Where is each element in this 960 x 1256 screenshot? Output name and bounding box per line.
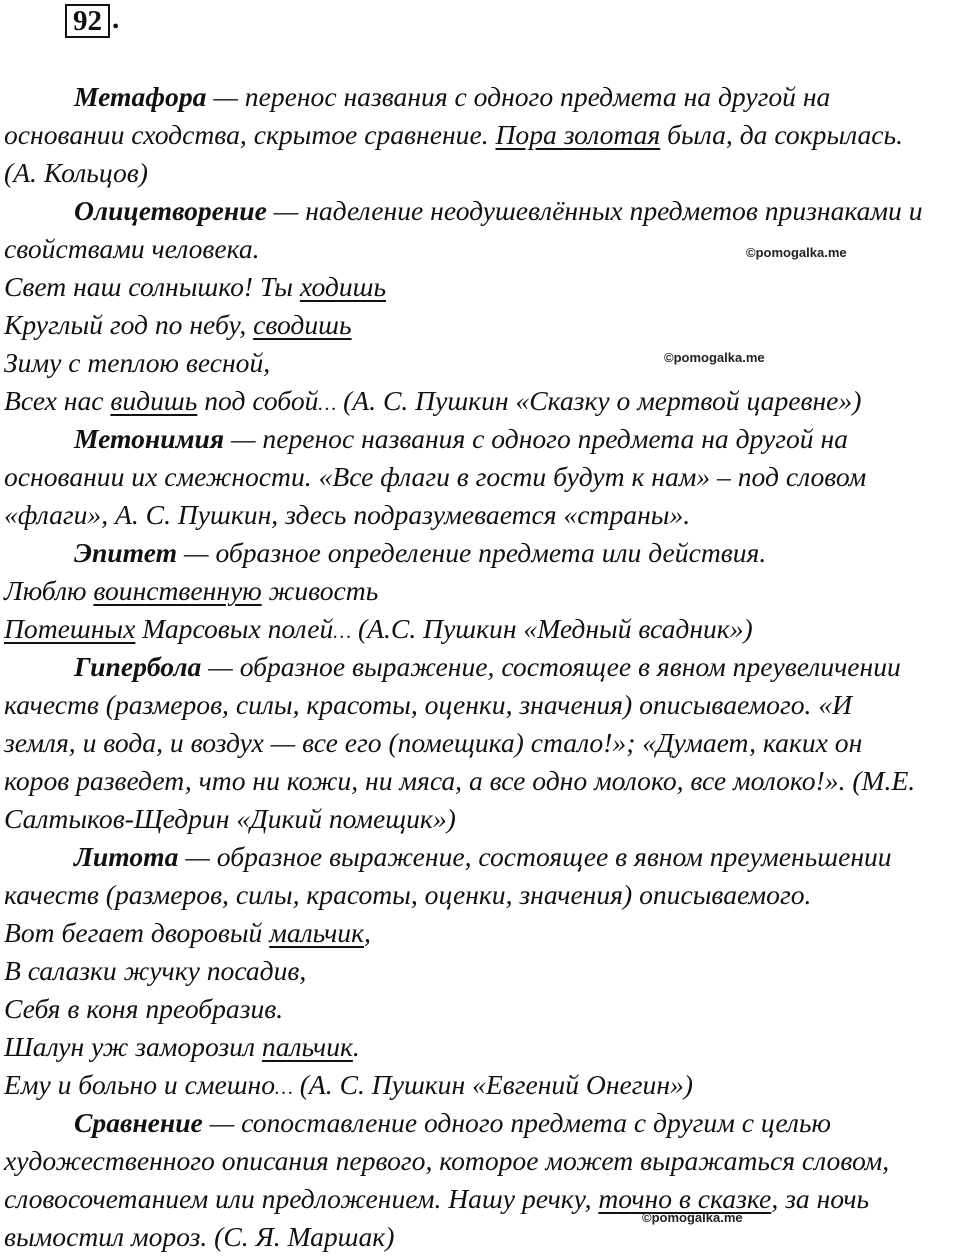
exercise-number-dot: .	[112, 3, 120, 35]
poem-line: Шалун уж заморозил пальчик.	[4, 1031, 360, 1062]
poem-line: Ему и больно и смешно… (А. С. Пушкин «Евгений Онегин»)	[4, 1069, 693, 1100]
term-hyperbole: Гипербола	[74, 651, 202, 682]
term-simile: Сравнение	[74, 1107, 203, 1138]
term-litotes: Литота	[74, 841, 179, 872]
metonymy-line-3: «флаги», А. С. Пушкин, здесь подразумевается «страны».	[4, 499, 691, 530]
simile-line-3: словосочетанием или предложением. Нашу речку, точно в сказке, за ночь	[4, 1183, 870, 1214]
simile-line-4: вымостил мороз. (С. Я. Маршак)	[4, 1221, 395, 1252]
simile-line-2: художественного описания первого, которое может выражаться словом,	[4, 1145, 890, 1176]
poem-line: Себя в коня преобразив.	[4, 993, 284, 1024]
poem-line: Люблю воинственную живость	[4, 575, 379, 606]
litotes-line-1: Литота — образное выражение, состоящее в явном преуменьшении	[74, 841, 892, 872]
metaphor-example: Пора золотая	[495, 119, 661, 150]
personification-line-2: свойствами человека.	[4, 233, 260, 264]
metonymy-line-2: основании их смежности. «Все флаги в гости будут к нам» – под словом	[4, 461, 867, 492]
watermark: ©pomogalka.me	[746, 245, 847, 260]
hyperbole-line-4: коров разведет, что ни кожи, ни мяса, а все одно молоко, все молоко!». (М.Е.	[4, 765, 916, 796]
hyperbole-line-5: Салтыков-Щедрин «Дикий помещик»)	[4, 803, 456, 834]
term-personification: Олицетворение	[74, 195, 267, 226]
epithet-line-1: Эпитет — образное определение предмета или действия.	[74, 537, 767, 568]
hyperbole-line-3: земля, и вода, и воздух — все его (помещика) стало!»; «Думает, каких он	[4, 727, 863, 758]
term-epithet: Эпитет	[74, 537, 178, 568]
poem-line: В салазки жучку посадив,	[4, 955, 307, 986]
exercise-number: 92	[65, 4, 110, 38]
metaphor-line-1: Метафора — перенос названия с одного предмета на другой на	[74, 81, 831, 112]
watermark: ©pomogalka.me	[642, 1210, 743, 1225]
metonymy-line-1: Метонимия — перенос названия с одного предмета на другой на	[74, 423, 848, 454]
term-metaphor: Метафора	[74, 81, 207, 112]
poem-line: Вот бегает дворовый мальчик,	[4, 917, 371, 948]
poem-line: Всех нас видишь под собой… (А. С. Пушкин «Сказку о мертвой царевне»)	[4, 385, 862, 416]
hyperbole-line-2: качеств (размеров, силы, красоты, оценки, значения) описываемого. «И	[4, 689, 853, 720]
metaphor-line-3: (А. Кольцов)	[4, 157, 148, 188]
poem-line: Свет наш солнышко! Ты ходишь	[4, 271, 387, 302]
poem-line: Круглый год по небу, сводишь	[4, 309, 352, 340]
poem-line: Зиму с теплою весной,	[4, 347, 271, 378]
litotes-line-2: качеств (размеров, силы, красоты, оценки, значения) описываемого.	[4, 879, 812, 910]
poem-line: Потешных Марсовых полей… (А.С. Пушкин «Медный всадник»)	[4, 613, 753, 644]
term-metonymy: Метонимия	[74, 423, 225, 454]
personification-line-1: Олицетворение — наделение неодушевлённых предметов признаками и	[74, 195, 923, 226]
watermark: ©pomogalka.me	[664, 350, 765, 365]
simile-line-1: Сравнение — сопоставление одного предмета с другим с целью	[74, 1107, 831, 1138]
metaphor-line-2: основании сходства, скрытое сравнение. Пора золотая была, да сокрылась.	[4, 119, 903, 150]
hyperbole-line-1: Гипербола — образное выражение, состоящее в явном преувеличении	[74, 651, 901, 682]
